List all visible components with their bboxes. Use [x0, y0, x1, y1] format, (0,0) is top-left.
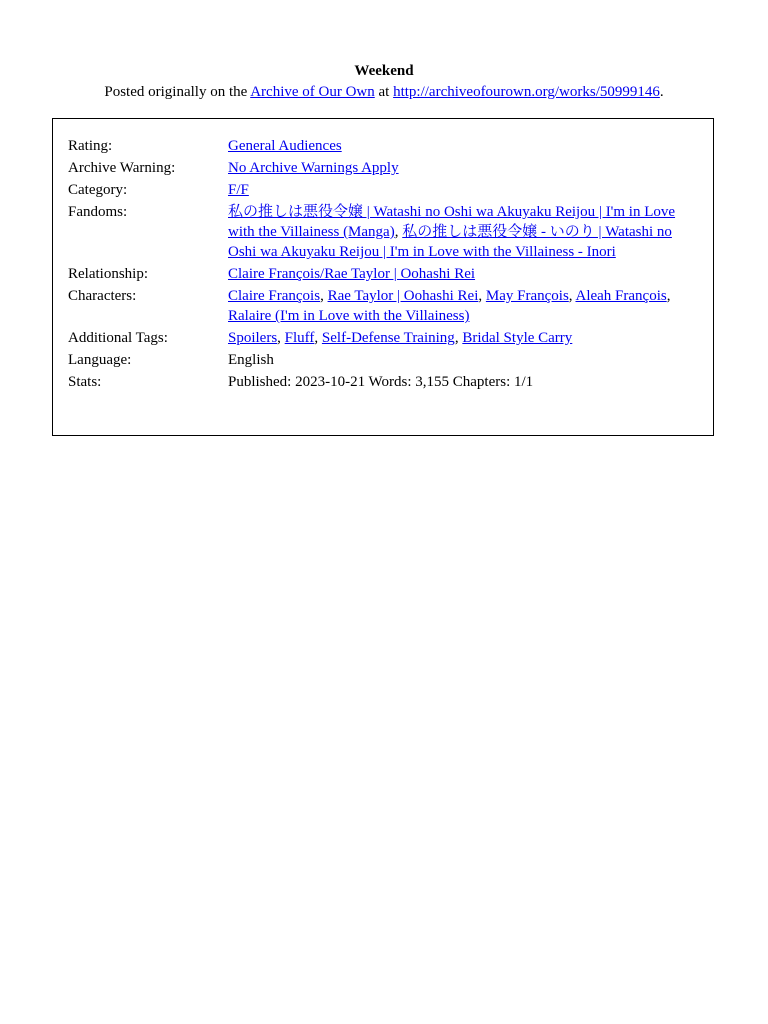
tag-link[interactable]: Bridal Style Carry	[462, 330, 573, 346]
list-separator: ,	[568, 288, 576, 304]
relationship-row	[68, 264, 688, 286]
language-value: English	[228, 352, 274, 368]
tags-row	[68, 328, 688, 350]
work-title: Weekend	[354, 63, 414, 79]
list-separator: ,	[277, 330, 285, 346]
relationship-link[interactable]: Claire François/Rae Taylor | Oohashi Rei	[228, 266, 476, 282]
metadata-box	[52, 118, 714, 436]
characters-value	[228, 286, 688, 328]
character-link[interactable]: Claire François	[228, 288, 321, 304]
fandoms-label: Fandoms:	[68, 204, 128, 220]
rating-link[interactable]: General Audiences	[228, 138, 342, 154]
category-row	[68, 180, 688, 202]
posted-prefix: Posted originally on the	[104, 84, 251, 100]
category-link[interactable]: F/F	[228, 182, 249, 198]
tag-link[interactable]: Self-Defense Training	[321, 330, 455, 346]
rating-value	[228, 136, 688, 158]
fandom-link[interactable]: 私の推しは悪役令嬢 - いのり | Watashi no Oshi wa Akuyaku Reijou | I'm in Love with the Villainess - Inori	[228, 224, 672, 260]
rating-label: Rating:	[68, 138, 113, 154]
tag-link[interactable]: Spoilers	[228, 330, 278, 346]
characters-row	[68, 286, 688, 328]
language-label: Language:	[68, 352, 132, 368]
characters-label: Characters:	[68, 288, 137, 304]
tag-link[interactable]: Fluff	[284, 330, 315, 346]
rating-row	[68, 136, 688, 158]
tags-label: Additional Tags:	[68, 330, 168, 346]
warning-link[interactable]: No Archive Warnings Apply	[228, 160, 399, 176]
character-link[interactable]: Aleah François	[575, 288, 667, 304]
relationship-label: Relationship:	[68, 266, 148, 282]
list-separator: ,	[394, 224, 403, 240]
work-url-link[interactable]: http://archiveofourown.org/works/50999146	[393, 84, 660, 100]
list-separator: ,	[454, 330, 463, 346]
warning-value	[228, 158, 688, 180]
fandoms-value	[228, 202, 688, 264]
list-separator: ,	[314, 330, 322, 346]
work-header	[0, 61, 768, 102]
posted-line	[0, 82, 768, 102]
character-link[interactable]: Rae Taylor | Oohashi Rei	[327, 288, 479, 304]
fandoms-row	[68, 202, 688, 264]
list-separator: ,	[320, 288, 328, 304]
language-row	[68, 350, 688, 372]
relationship-value	[228, 264, 688, 286]
tags-value	[228, 328, 688, 350]
archive-link[interactable]: Archive of Our Own	[250, 84, 375, 100]
stats-row	[68, 372, 688, 394]
category-label: Category:	[68, 182, 128, 198]
stats-label: Stats:	[68, 374, 102, 390]
list-separator: ,	[478, 288, 486, 304]
metadata-table	[68, 136, 688, 394]
fandom-link[interactable]: 私の推しは悪役令嬢 | Watashi no Oshi wa Akuyaku Reijou | I'm in Love with the Villainess (Manga)	[228, 204, 676, 240]
character-link[interactable]: Ralaire (I'm in Love with the Villainess)	[228, 308, 470, 324]
warning-row	[68, 158, 688, 180]
posted-suffix: .	[659, 84, 664, 100]
posted-mid: at	[374, 84, 394, 100]
warning-label: Archive Warning:	[68, 160, 176, 176]
list-separator: ,	[666, 288, 671, 304]
character-link[interactable]: May François	[485, 288, 569, 304]
category-value	[228, 180, 688, 202]
stats-value: Published: 2023-10-21 Words: 3,155 Chapters: 1/1	[228, 374, 534, 390]
